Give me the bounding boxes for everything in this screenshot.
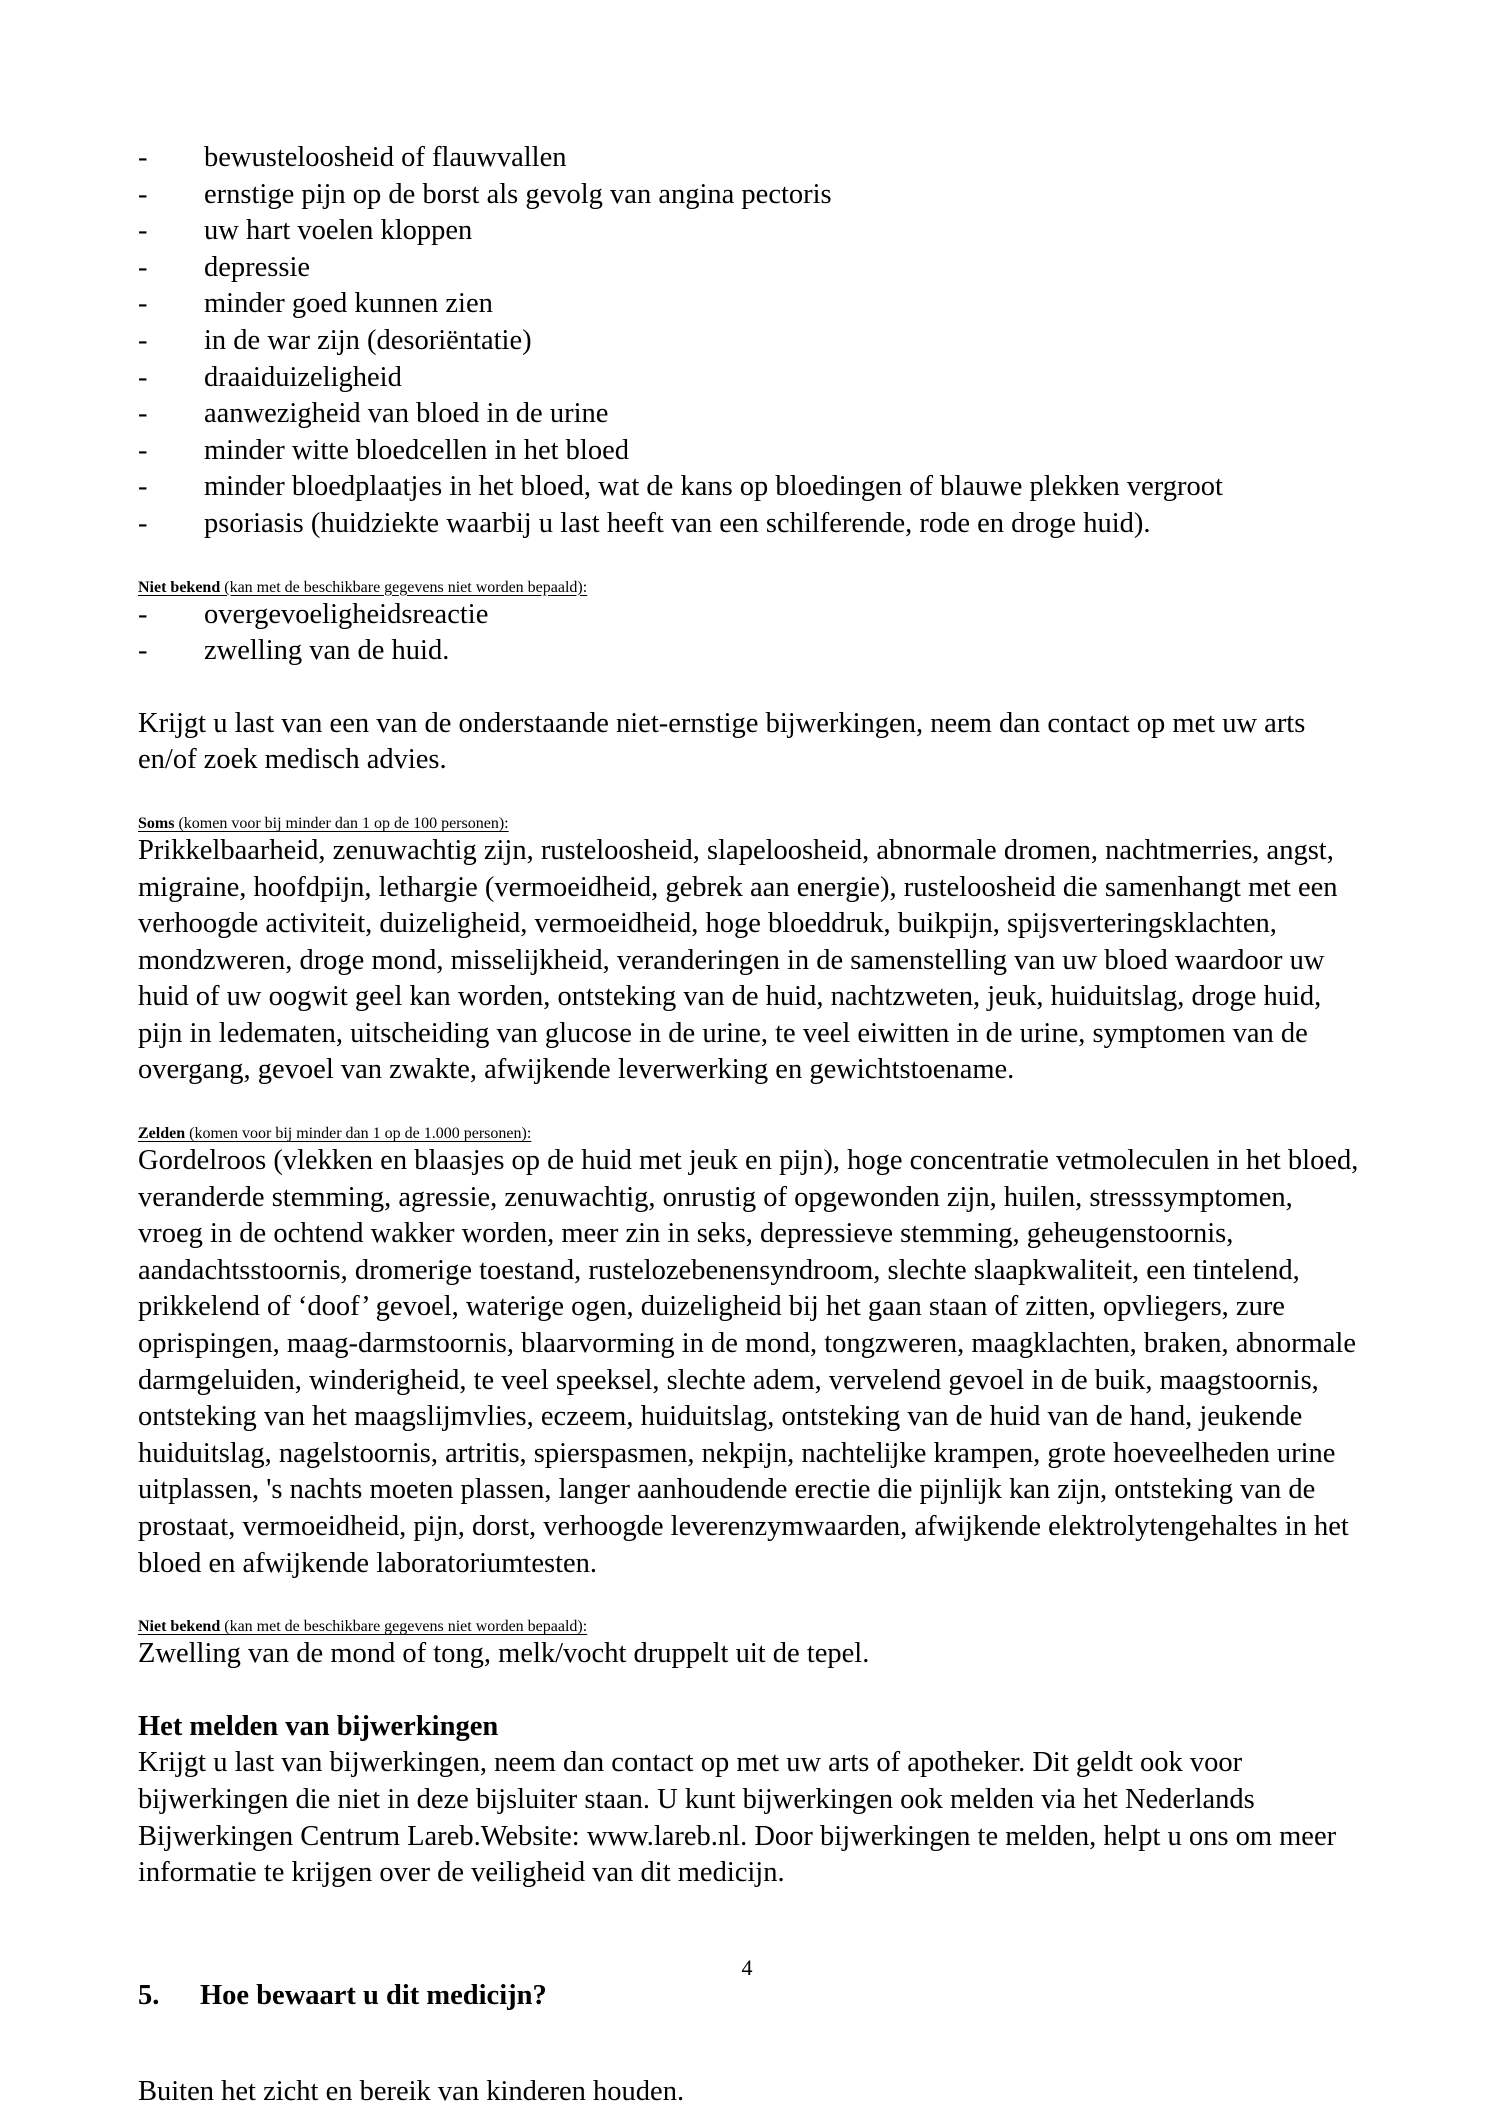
bullet-dash: - [138,434,148,466]
list-item [138,140,1360,177]
unknown-non-serious-body: Zwelling van de mond of tong, melk/vocht druppelt uit de tepel. [138,1638,870,1670]
zelden-body-paragraph: Gordelroos (vlekken en blaasjes op de huid met jeuk en pijn), hoge concentratie vetmoleculen in het bloed, veranderde stemming, agressie, zenuwachtig, onrustig of opgewonden zijn, huilen, stresssymptomen, vroeg in de ochtend wakker worden, meer zin in seks, depressieve stemming, geheugenstoornis, aandachtsstoornis, dromerige toestand, rustelozebenensyndroom, slechte slaapkwaliteit, een tintelend, prikkelend of ‘doof’ gevoel, waterige ogen, duizeligheid bij het gaan staan of zitten, opvliegers, zure oprispingen, maag-darmstoornis, blaarvorming in de mond, tongzweren, maagklachten, braken, abnormale darmgeluiden, winderigheid, te veel speeksel, slechte adem, vervelend gevoel in de buik, maagstoornis, ontsteking van het maagslijmvlies, eczeem, huiduitslag, ontsteking van de huid van de hand, jeukende huiduitslag, nagelstoornis, artritis, spierspasmen, nekpijn, nachtelijke krampen, grote hoeveelheden urine uitplassen, 's nachts moeten plassen, langer aanhoudende erectie die pijnlijk kan zijn, ontsteking van de prostaat, vermoeidheid, pijn, dorst, verhoogde leverenzymwaarden, afwijkende elektrolytengehaltes in het bloed en afwijkende laboratoriumtesten. [138,1145,1359,1579]
list-item [138,396,1360,433]
page-number: 4 [741,1955,753,1980]
spacer [138,1582,1360,1618]
spacer [138,543,1360,579]
list-item [138,323,1360,360]
bullet-dash: - [138,288,148,320]
list-item-label: bewusteloosheid of flauwvallen [204,142,567,173]
spacer [138,1089,1360,1125]
section-5-number: 5. [138,1979,160,2011]
list-item [138,469,1360,506]
serious-side-effects-list [138,140,1360,543]
bullet-dash: - [138,251,148,283]
zelden-heading-rest: (komen voor bij minder dan 1 op de 1.000 personen): [185,1125,532,1143]
bullet-dash: - [138,398,148,430]
section-5-body-paragraph: Buiten het zicht en bereik van kinderen houden. [138,2076,685,2108]
list-item-label: draaiduizeligheid [204,361,402,393]
bullet-dash: - [138,471,148,503]
page-content [138,140,1360,2111]
list-item [138,250,1360,287]
list-item [138,177,1360,214]
bullet-dash: - [138,324,148,356]
bullet-dash: - [138,598,148,630]
list-item [138,633,1360,670]
section-5-heading [138,1978,1360,2015]
list-item-label: ernstige pijn op de borst als gevolg van angina pectoris [204,178,832,210]
soms-body-paragraph: Prikkelbaarheid, zenuwachtig zijn, rusteloosheid, slapeloosheid, abnormale dromen, nachtmerries, angst, migraine, hoofdpijn, lethargie (vermoeidheid, gebrek aan energie), rusteloosheid die samenhangt met een verhoogde activiteit, duizeligheid, vermoeidheid, hoge bloeddruk, buikpijn, spijsverteringsklachten, mondzweren, droge mond, misselijkheid, veranderingen in de samenstelling van uw bloed waardoor uw huid of uw oogwit geel kan worden, ontsteking van de huid, nachtzweten, jeuk, huiduitslag, droge huid, pijn in ledematen, uitscheiding van glucose in de urine, te veel eiwitten in de urine, symptomen van de overgang, gevoel van zwakte, afwijkende leverwerking en gewichtstoename. [138,834,1338,1086]
zelden-heading-bold: Zelden [138,1125,186,1143]
section-5-title: Hoe bewaart u dit medicijn? [200,1979,547,2011]
bullet-dash: - [138,215,148,247]
list-item-label: aanwezigheid van bloed in de urine [204,398,609,430]
unknown-non-serious-heading-rest: (kan met de beschikbare gegevens niet worden bepaald): [220,1618,588,1636]
spacer [138,1673,1360,1709]
list-item [138,433,1360,470]
bullet-dash: - [138,635,148,667]
unknown-non-serious-heading [138,1618,1360,1636]
unknown-non-serious-heading-bold: Niet bekend [138,1618,221,1636]
list-item-label: overgevoeligheidsreactie [204,598,489,630]
bullet-dash: - [138,178,148,210]
bullet-dash: - [138,507,148,539]
list-item-label: minder bloedplaatjes in het bloed, wat de kans op bloedingen of blauwe plekken vergroot [204,471,1223,503]
unknown-serious-heading-rest: (kan met de beschikbare gegevens niet worden bepaald): [220,578,588,596]
soms-heading-rest: (komen voor bij minder dan 1 op de 100 personen): [174,814,509,832]
soms-heading-bold: Soms [138,814,175,832]
reporting-body-paragraph: Krijgt u last van bijwerkingen, neem dan contact op met uw arts of apotheker. Dit geldt ook voor bijwerkingen die niet in deze bijsluiter staan. U kunt bijwerkingen ook melden via het Nederlands Bijwerkingen Centrum Lareb.Website: www.lareb.nl. Door bijwerkingen te melden, helpt u ons om meer informatie te krijgen over de veiligheid van dit medicijn. [138,1747,1337,1889]
spacer [138,670,1360,706]
list-item-label: zwelling van de huid. [204,635,450,667]
unknown-serious-heading-bold: Niet bekend [138,578,221,596]
list-item-label: uw hart voelen kloppen [204,215,473,247]
list-item [138,360,1360,397]
list-item-label: depressie [204,251,311,283]
unknown-serious-list [138,597,1360,670]
reporting-heading: Het melden van bijwerkingen [138,1710,499,1742]
soms-heading [138,815,1360,833]
zelden-heading [138,1125,1360,1143]
unknown-serious-heading [138,579,1360,597]
spacer [138,779,1360,815]
list-item-label: minder witte bloedcellen in het bloed [204,434,629,466]
non-serious-intro-paragraph: Krijgt u last van een van de onderstaande niet-ernstige bijwerkingen, neem dan contact op met uw arts en/of zoek medisch advies. [138,707,1306,776]
list-item [138,597,1360,634]
spacer [138,2014,1360,2074]
list-item-label: minder goed kunnen zien [204,288,493,320]
list-item [138,506,1360,543]
list-item [138,286,1360,323]
bullet-dash: - [138,361,148,393]
list-item [138,213,1360,250]
list-item-label: in de war zijn (desoriëntatie) [204,324,532,356]
list-item-label: psoriasis (huidziekte waarbij u last heeft van een schilferende, rode en droge huid). [204,507,1151,539]
bullet-dash: - [138,142,148,173]
